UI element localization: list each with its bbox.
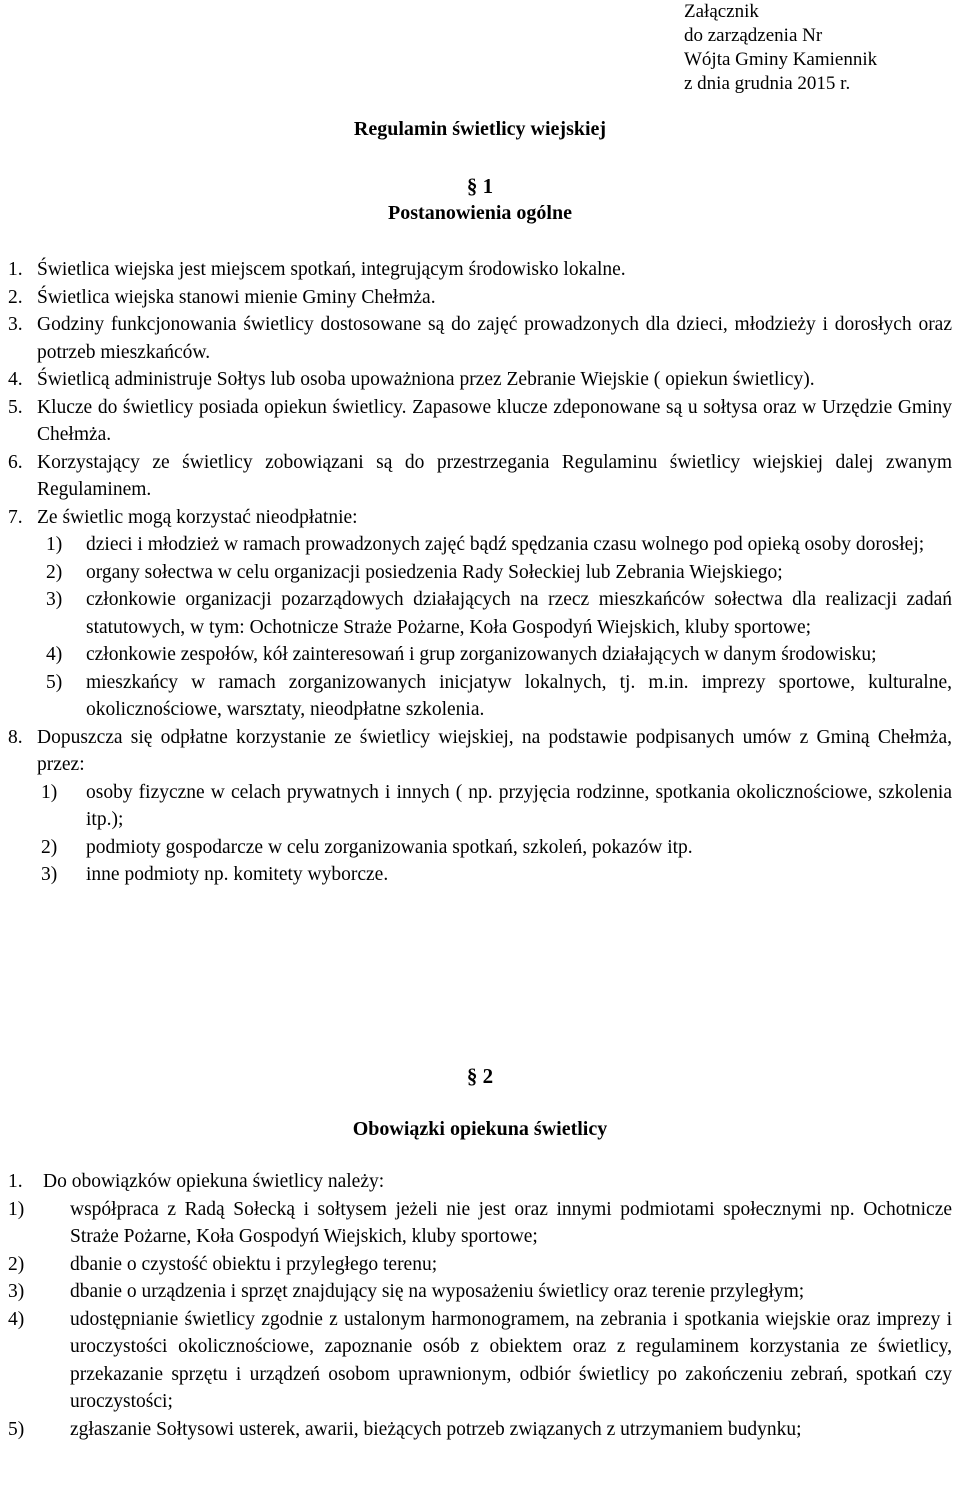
sub-item-text: członkowie zespołów, kół zainteresowań i grup zorganizowanych działających w danym środowisku;	[86, 644, 877, 665]
list-item	[8, 504, 952, 532]
sub-list-item	[8, 1196, 952, 1251]
sub-item-text: zgłaszanie Sołtysowi usterek, awarii, bieżących potrzeb związanych z utrzymaniem budynku;	[70, 1418, 802, 1440]
item-text: Klucze do świetlicy posiada opiekun świetlicy. Zapasowe klucze zdeponowane są u sołtysa oraz w Urzędzie Gminy Chełmża.	[37, 396, 952, 445]
section1-list	[8, 256, 952, 889]
item-number: 7.	[8, 506, 23, 528]
sub-item-text: dzieci i młodzież w ramach prowadzonych zajęć bądź spędzania czasu wolnego pod opieką osoby dorosłej;	[86, 534, 925, 555]
list-item	[8, 256, 952, 284]
sub-item-number: 4)	[8, 1308, 25, 1330]
section2-list	[8, 1168, 952, 1443]
sub-item-number: 3)	[8, 1281, 25, 1302]
sub-list-item	[8, 669, 952, 724]
list-item	[8, 449, 952, 504]
sub-item-number: 3)	[46, 589, 63, 610]
item-number: 8.	[8, 726, 23, 748]
sub-list-item	[8, 641, 952, 669]
item-text: Korzystający ze świetlicy zobowiązani są do przestrzegania Regulaminu świetlicy wiejskiej dalej zwanym Regulaminem.	[37, 451, 952, 500]
sub-item-text: członkowie organizacji pozarządowych działających na rzecz mieszkańców sołectwa dla realizacji zadań statutowych, w tym: Ochotnicze Straże Pożarne, Koła Gospodyń Wiejskich, kluby sportowe;	[86, 589, 952, 638]
sub-item-number: 1)	[41, 781, 58, 803]
sub-list-item	[8, 779, 952, 834]
document-title: Regulamin świetlicy wiejskiej	[353, 118, 607, 140]
item-number: 1.	[8, 259, 23, 280]
annex-line: Wójta Gminy Kamiennik	[684, 49, 878, 70]
item-text: Świetlica wiejska stanowi mienie Gminy Chełmża.	[37, 286, 436, 308]
item-number: 6.	[8, 451, 23, 473]
item-number: 5.	[8, 396, 23, 418]
list-item	[8, 284, 952, 312]
list-item	[8, 724, 952, 779]
sub-list-item	[8, 1306, 952, 1416]
sub-list-item	[8, 531, 952, 559]
sub-list-item	[8, 834, 952, 862]
sub-item-number: 2)	[8, 1253, 25, 1275]
item-number: 3.	[8, 314, 23, 335]
sub-list-item	[8, 861, 952, 889]
sub-item-text: dbanie o czystość obiektu i przyległego terenu;	[70, 1253, 438, 1275]
sub-item-text: udostępnianie świetlicy zgodnie z ustalonym harmonogramem, na zebrania i spotkania wiejskie oraz imprezy i uroczystości okolicznościowe, zapoznanie osób z obiektem oraz z regulaminem korzystania ze świetlicy, przekazanie sprzętu i urządzeń osobom uprawnionym, odbiór świetlicy po zakończeniu zebrań, spotkań czy uroczystości;	[70, 1308, 952, 1412]
sub-item-number: 5)	[46, 671, 63, 693]
sub-item-text: dbanie o urządzenia i sprzęt znajdujący się na wyposażeniu świetlicy oraz terenie przyległym;	[70, 1281, 805, 1302]
item-text: Świetlicą administruje Sołtys lub osoba upoważniona przez Zebranie Wiejskie ( opiekun świetlicy).	[37, 369, 815, 390]
item-text: Godziny funkcjonowania świetlicy dostosowane są do zajęć prowadzonych dla dzieci, młodzieży i dorosłych oraz potrzeb mieszkańców.	[37, 314, 952, 363]
item-text: Ze świetlic mogą korzystać nieodpłatnie:	[37, 506, 358, 528]
sub-list-item	[8, 1416, 952, 1444]
item-text: Dopuszcza się odpłatne korzystanie ze świetlicy wiejskiej, na podstawie podpisanych umów z Gminą Chełmża, przez:	[37, 726, 952, 775]
section-heading: Obowiązki opiekuna świetlicy	[352, 1118, 608, 1140]
sub-item-number: 4)	[46, 644, 63, 665]
annex-line: z dnia grudnia 2015 r.	[684, 73, 851, 94]
sub-item-number: 2)	[46, 561, 63, 583]
annex-line: Załącznik	[684, 1, 759, 22]
sub-item-text: współpraca z Radą Sołecką i sołtysem jeżeli nie jest oraz innymi podmiotami społecznymi np. Ochotnicze Straże Pożarne, Koła Gospodyń Wiejskich, kluby sportowe;	[70, 1198, 952, 1247]
sub-item-number: 2)	[41, 836, 58, 858]
sub-item-text: mieszkańcy w ramach zorganizowanych inicjatyw lokalnych, tj. m.in. imprezy sportowe, kulturalne, okolicznościowe, warsztaty, nieodpłatne szkolenia.	[86, 671, 952, 720]
list-item	[8, 366, 952, 394]
item-number: 1.	[8, 1171, 23, 1192]
sub-item-number: 1)	[46, 534, 63, 555]
sub-item-number: 5)	[8, 1418, 25, 1440]
sub-list-item	[8, 1251, 952, 1279]
list-item	[8, 311, 952, 366]
list-item	[8, 1168, 952, 1196]
sub-item-text: osoby fizyczne w celach prywatnych i innych ( np. przyjęcia rodzinne, spotkania okolicznościowe, szkolenia itp.);	[86, 781, 952, 830]
sub-item-text: podmioty gospodarcze w celu zorganizowania spotkań, szkoleń, pokazów itp.	[86, 836, 693, 858]
section-heading: Postanowienia ogólne	[388, 202, 572, 224]
item-text: Świetlica wiejska jest miejscem spotkań, integrującym środowisko lokalne.	[37, 259, 626, 280]
section-number: § 1	[466, 174, 494, 198]
section-number: § 2	[466, 1064, 494, 1088]
sub-item-text: organy sołectwa w celu organizacji posiedzenia Rady Sołeckiej lub Zebrania Wiejskiego;	[86, 561, 783, 583]
sub-list-item	[8, 586, 952, 641]
item-text: Do obowiązków opiekuna świetlicy należy:	[43, 1171, 385, 1192]
annex-header	[684, 0, 877, 96]
sub-list-item	[8, 559, 952, 587]
sub-item-number: 3)	[41, 864, 58, 885]
sub-item-text: inne podmioty np. komitety wyborcze.	[86, 864, 389, 885]
annex-line: do zarządzenia Nr	[684, 25, 823, 46]
item-number: 2.	[8, 286, 23, 308]
sub-list-item	[8, 1278, 952, 1306]
list-item	[8, 394, 952, 449]
sub-item-number: 1)	[8, 1198, 25, 1220]
item-number: 4.	[8, 369, 23, 390]
